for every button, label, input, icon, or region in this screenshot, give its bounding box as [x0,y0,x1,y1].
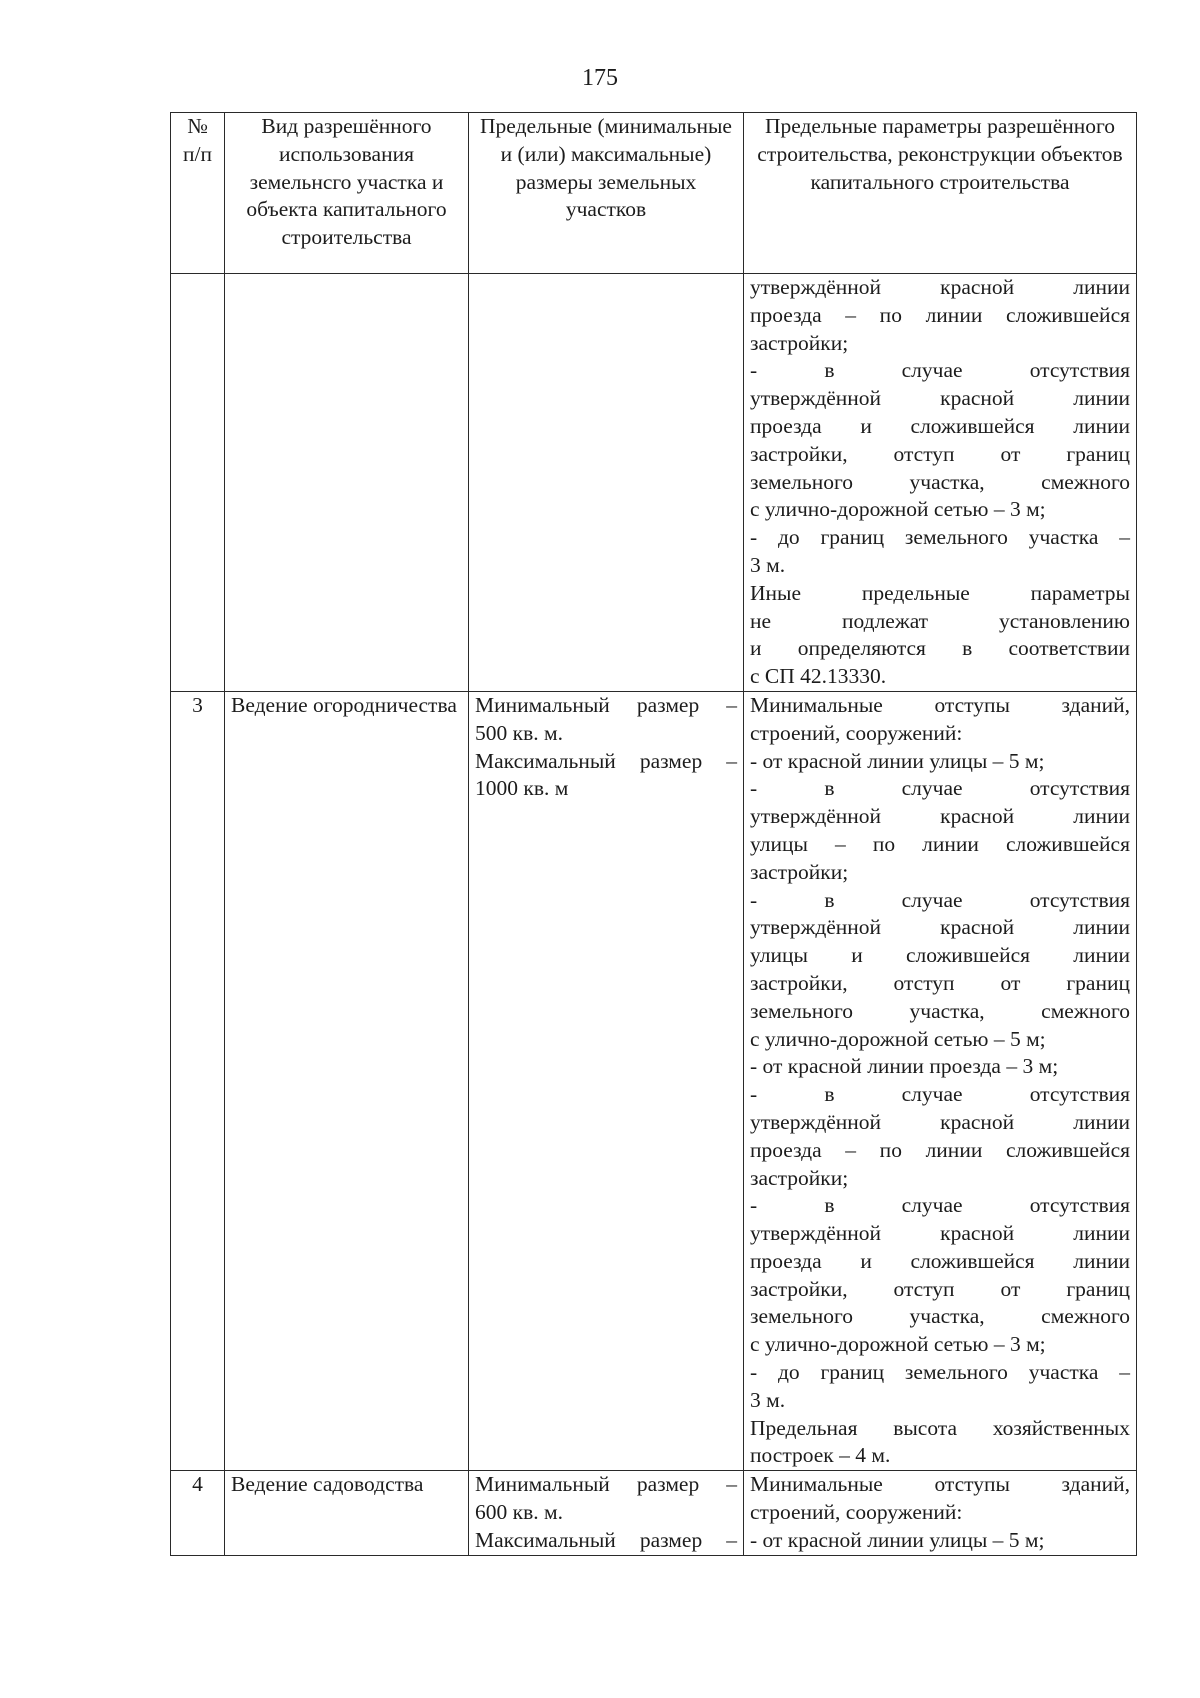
cell-text-line: застройки, отступ от границ [750,441,1130,466]
land-use-table [170,112,1137,1556]
table-header-row [171,113,1137,274]
row-number: 3 [171,691,225,1470]
cell-text-line: 500 кв. м. [475,720,563,745]
header-construction-params: Предельные параметры разрешённого строительства, реконструкции объектов капитального строительства [744,113,1137,274]
cell-text-line: Минимальные отступы зданий, [750,692,1130,717]
cell-text-line: земельного участка, смежного [750,469,1130,494]
cell-text-line: 3 м. [750,1387,786,1412]
header-number: № п/п [171,113,225,274]
cell-text-line: утверждённой красной линии [750,1109,1130,1134]
cell-text-line: - в случае отсутствия [750,358,1130,383]
cell-text-line: 1000 кв. м [475,776,569,801]
cell-text-line: утверждённой красной линии [750,386,1130,411]
cell-text-line: утверждённой красной линии [750,915,1130,940]
cell-text-line: застройки, отступ от границ [750,1276,1130,1301]
cell-text-line: застройки, отступ от границ [750,970,1130,995]
page-number: 175 [582,65,618,91]
cell-text-line: Максимальный размер – [475,1527,737,1552]
cell-text-line: Минимальный размер – [475,1472,737,1497]
row-number: 4 [171,1471,225,1555]
cell-text-line: проезда – по линии сложившейся [750,1137,1130,1162]
cell-text-line: Предельная высота хозяйственных [750,1415,1130,1440]
header-plot-size: Предельные (минимальные и (или) максимальные) размеры земельных участков [469,113,744,274]
cell-text-line: 3 м. [750,552,786,577]
table-row [171,274,1137,692]
cell-text-line: Иные предельные параметры [750,580,1130,605]
row-use-type [225,274,469,692]
cell-text-line: строений, сооружений: [750,1500,963,1525]
cell-text-line: - в случае отсутствия [750,887,1130,912]
cell-text-line: и определяются в соответствии [750,636,1130,661]
row-plot-size [469,691,744,1470]
row-plot-size [469,1471,744,1555]
cell-text-line: Максимальный размер – [475,748,737,773]
cell-text-line: - от красной линии улицы – 5 м; [750,748,1045,773]
cell-text-line: не подлежат установлению [750,608,1130,633]
cell-text-line: утверждённой красной линии [750,275,1130,299]
cell-text-line: - от красной линии улицы – 5 м; [750,1527,1045,1552]
cell-text-line: - в случае отсутствия [750,1082,1130,1107]
header-use-type: Вид разрешённого использования земельнсго участка и объекта капитального строительства [225,113,469,274]
cell-text-line: застройки; [750,1165,849,1190]
cell-text-line: улицы и сложившейся линии [750,943,1130,968]
cell-text-line: проезда и сложившейся линии [750,413,1130,438]
cell-text-line: построек – 4 м. [750,1443,891,1468]
row-use-type: Ведение садоводства [225,1471,469,1555]
cell-text-line: - в случае отсутствия [750,1193,1130,1218]
row-use-type: Ведение огородничества [225,691,469,1470]
cell-text-line: улицы – по линии сложившейся [750,831,1130,856]
cell-text-line: земельного участка, смежного [750,998,1130,1023]
cell-text-line: утверждённой красной линии [750,1221,1130,1246]
cell-text-line: Минимальные отступы зданий, [750,1472,1130,1497]
cell-text-line: застройки; [750,330,849,355]
cell-text-line: с улично-дорожной сетью – 5 м; [750,1026,1046,1051]
cell-text-line: 600 кв. м. [475,1500,563,1525]
cell-text-line: - от красной линии проезда – 3 м; [750,1054,1059,1079]
row-construction-params [744,274,1137,692]
row-construction-params [744,691,1137,1470]
row-plot-size [469,274,744,692]
row-construction-params [744,1471,1137,1555]
cell-text-line: проезда и сложившейся линии [750,1248,1130,1273]
cell-text-line: земельного участка, смежного [750,1304,1130,1329]
cell-text-line: застройки; [750,859,849,884]
cell-text-line: - до границ земельного участка – [750,525,1130,550]
cell-text-line: проезда – по линии сложившейся [750,302,1130,327]
cell-text-line: с улично-дорожной сетью – 3 м; [750,1332,1046,1357]
row-number [171,274,225,692]
cell-text-line: утверждённой красной линии [750,804,1130,829]
cell-text-line: Минимальный размер – [475,692,737,717]
table-row [171,1471,1137,1555]
cell-text-line: строений, сооружений: [750,720,963,745]
cell-text-line: с улично-дорожной сетью – 3 м; [750,497,1046,522]
cell-text-line: - до границ земельного участка – [750,1360,1130,1385]
table-row [171,691,1137,1470]
cell-text-line: - в случае отсутствия [750,776,1130,801]
cell-text-line: с СП 42.13330. [750,664,887,689]
